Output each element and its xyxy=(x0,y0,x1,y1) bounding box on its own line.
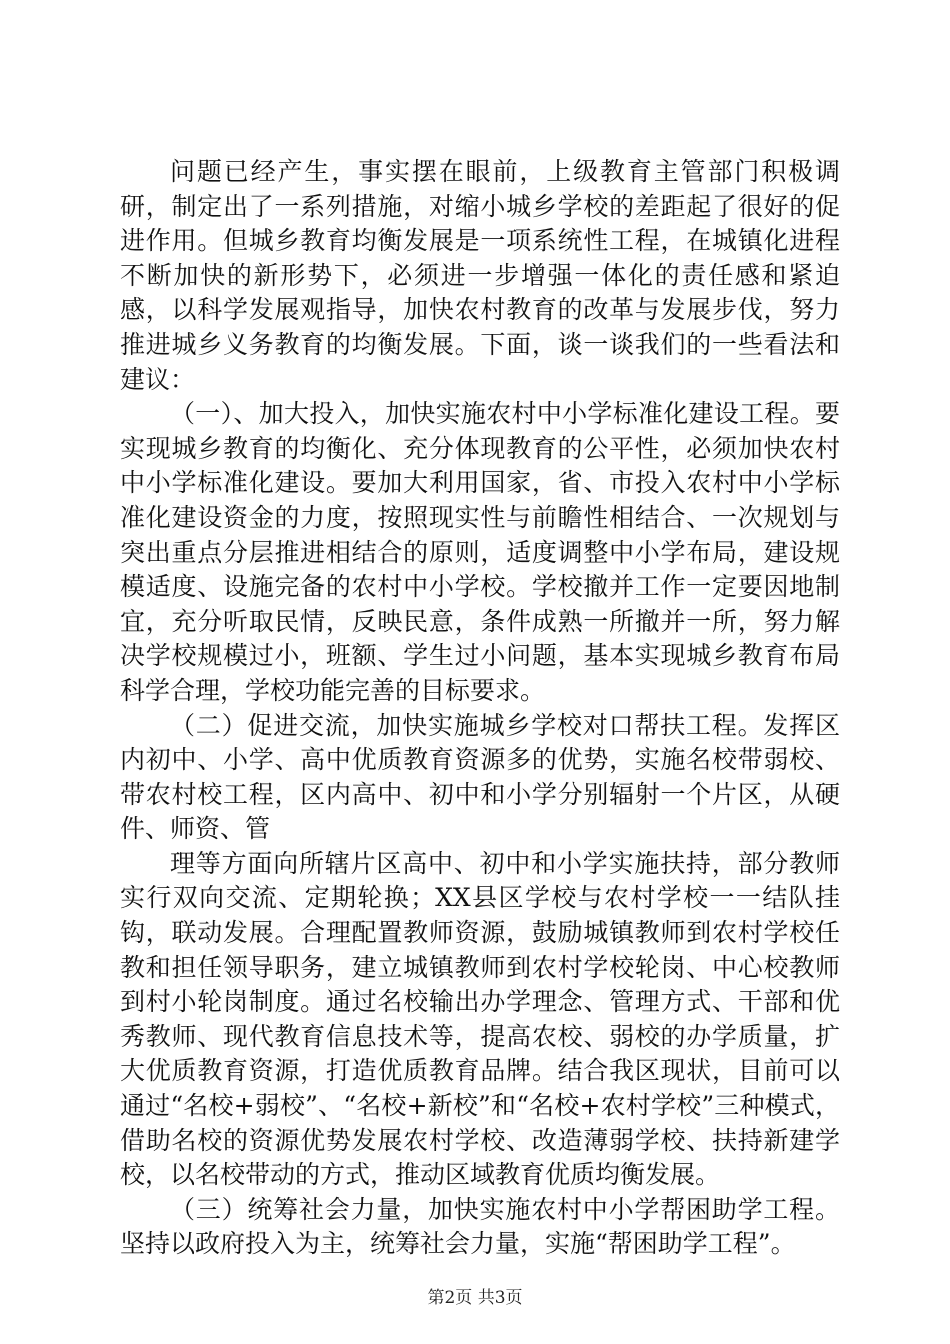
document-body xyxy=(120,155,840,1262)
paragraph-section-2: （二）促进交流，加快实施城乡学校对口帮扶工程。发挥区内初中、小学、高中优质教育资源多的优势，实施名校带弱校、带农村校工程，区内高中、初中和小学分别辐射一个片区，从硬件、师资、管 xyxy=(120,710,840,844)
page-footer: 第2页 共3页 xyxy=(427,1288,523,1308)
paragraph-section-2-continued: 理等方面向所辖片区高中、初中和小学实施扶持，部分教师实行双向交流、定期轮换；XX县区学校与农村学校一一结队挂钩，联动发展。合理配置教师资源，鼓励城镇教师到农村学校任教和担任领导职务，建立城镇教师到农村学校轮岗、中心校教师到村小轮岗制度。通过名校输出办学理念、管理方式、干部和优秀教师、现代教育信息技术等，提高农校、弱校的办学质量，扩大优质教育资源，打造优质教育品牌。结合我区现状，目前可以通过“名校+弱校”、“名校+新校”和“名校+农村学校”三种模式，借助名校的资源优势发展农村学校、改造薄弱学校、扶持新建学校，以名校带动的方式，推动区域教育优质均衡发展。 xyxy=(120,848,840,1190)
paragraph-section-1: （一）、加大投入，加快实施农村中小学标准化建设工程。要实现城乡教育的均衡化、充分体现教育的公平性，必须加快农村中小学标准化建设。要加大利用国家，省、市投入农村中小学标准化建设资金的力度，按照现实性与前瞻性相结合、一次规划与突出重点分层推进相结合的原则，适度调整中小学布局，建设规模适度、设施完备的农村中小学校。学校撤并工作一定要因地制宜，充分听取民情，反映民意，条件成熟一所撤并一所，努力解决学校规模过小，班额、学生过小问题，基本实现城乡教育布局科学合理，学校功能完善的目标要求。 xyxy=(120,399,840,705)
paragraph-intro: 问题已经产生，事实摆在眼前，上级教育主管部门积极调研，制定出了一系列措施，对缩小城乡学校的差距起了很好的促进作用。但城乡教育均衡发展是一项系统性工程，在城镇化进程不断加快的新形势下，必须进一步增强一体化的责任感和紧迫感，以科学发展观指导，加快农村教育的改革与发展步伐，努力推进城乡义务教育的均衡发展。下面，谈一谈我们的一些看法和建议： xyxy=(120,157,840,394)
paragraph-section-3: （三）统筹社会力量，加快实施农村中小学帮困助学工程。坚持以政府投入为主，统筹社会力量，实施“帮困助学工程”。 xyxy=(120,1194,840,1259)
